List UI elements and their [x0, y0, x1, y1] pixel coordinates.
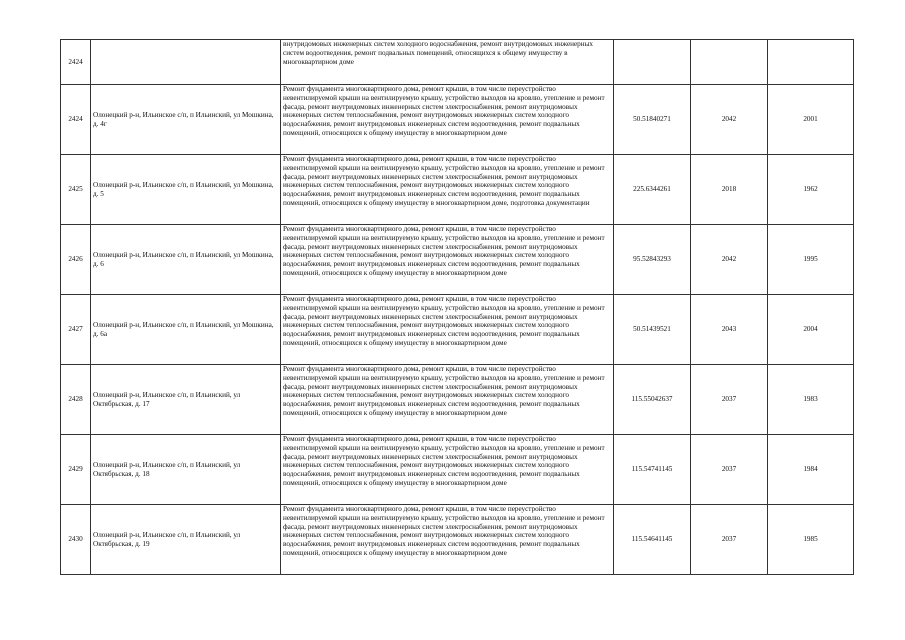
build-year-cell — [768, 40, 854, 85]
cost-cell: 50.51439521 — [614, 295, 691, 365]
address-cell: Олонецкий р-н, Ильинское с/п, п Ильинский, ул Октябрьская, д. 18 — [91, 435, 281, 505]
works-cell: Ремонт фундамента многоквартирного дома, ремонт крыши, в том числе переустройство невентилируемой крыши на вентилируемую крышу, устройство выходов на кровлю, утепление и ремонт фасада, ремонт внутридомовых инженерных систем электроснабжения, ремонт внутридомовых инженерных систем теплоснабжения, ремонт внутридомовых инженерных систем холодного водоснабжения, ремонт внутридомовых инженерных систем водоотведения, ремонт подвальных помещений, относящихся к общему имуществу в многоквартирном доме — [281, 85, 614, 155]
planned-year-cell: 2042 — [691, 85, 768, 155]
row-number: 2428 — [61, 365, 91, 435]
address-cell: Олонецкий р-н, Ильинское с/п, п Ильинский, ул Мошкина, д. 6а — [91, 295, 281, 365]
table-row — [61, 40, 854, 85]
table-row — [61, 85, 854, 155]
table-row — [61, 225, 854, 295]
build-year-cell: 1983 — [768, 365, 854, 435]
address-cell: Олонецкий р-н, Ильинское с/п, п Ильинский, ул Мошкина, д. 4г — [91, 85, 281, 155]
table-row — [61, 155, 854, 225]
build-year-cell: 2001 — [768, 85, 854, 155]
cost-cell: 50.51840271 — [614, 85, 691, 155]
build-year-cell: 1985 — [768, 505, 854, 575]
planned-year-cell: 2043 — [691, 295, 768, 365]
cost-cell: 225.6344261 — [614, 155, 691, 225]
works-cell: Ремонт фундамента многоквартирного дома, ремонт крыши, в том числе переустройство невентилируемой крыши на вентилируемую крышу, устройство выходов на кровлю, утепление и ремонт фасада, ремонт внутридомовых инженерных систем электроснабжения, ремонт внутридомовых инженерных систем теплоснабжения, ремонт внутридомовых инженерных систем холодного водоснабжения, ремонт внутридомовых инженерных систем водоотведения, ремонт подвальных помещений, относящихся к общему имуществу в многоквартирном доме — [281, 435, 614, 505]
works-cell: внутридомовых инженерных систем холодного водоснабжения, ремонт внутридомовых инженерных систем водоотведения, ремонт подвальных помещений, относящихся к общему имуществу в многоквартирном доме — [281, 40, 614, 85]
row-number: 2429 — [61, 435, 91, 505]
row-number: 2424 — [61, 40, 91, 85]
cost-cell: 115.54741145 — [614, 435, 691, 505]
build-year-cell: 1984 — [768, 435, 854, 505]
address-cell: Олонецкий р-н, Ильинское с/п, п Ильинский, ул Октябрьская, д. 19 — [91, 505, 281, 575]
cost-cell — [614, 40, 691, 85]
planned-year-cell: 2037 — [691, 505, 768, 575]
works-cell: Ремонт фундамента многоквартирного дома, ремонт крыши, в том числе переустройство невентилируемой крыши на вентилируемую крышу, устройство выходов на кровлю, утепление и ремонт фасада, ремонт внутридомовых инженерных систем электроснабжения, ремонт внутридомовых инженерных систем теплоснабжения, ремонт внутридомовых инженерных систем холодного водоснабжения, ремонт внутридомовых инженерных систем водоотведения, ремонт подвальных помещений, относящихся к общему имуществу в многоквартирном доме — [281, 295, 614, 365]
row-number: 2430 — [61, 505, 91, 575]
table-row — [61, 365, 854, 435]
table-row — [61, 295, 854, 365]
row-number: 2426 — [61, 225, 91, 295]
row-number: 2427 — [61, 295, 91, 365]
works-cell: Ремонт фундамента многоквартирного дома, ремонт крыши, в том числе переустройство невентилируемой крыши на вентилируемую крышу, устройство выходов на кровлю, утепление и ремонт фасада, ремонт внутридомовых инженерных систем электроснабжения, ремонт внутридомовых инженерных систем теплоснабжения, ремонт внутридомовых инженерных систем холодного водоснабжения, ремонт внутридомовых инженерных систем водоотведения, ремонт подвальных помещений, относящихся к общему имуществу в многоквартирном доме — [281, 505, 614, 575]
works-cell: Ремонт фундамента многоквартирного дома, ремонт крыши, в том числе переустройство невентилируемой крыши на вентилируемую крышу, устройство выходов на кровлю, утепление и ремонт фасада, ремонт внутридомовых инженерных систем электроснабжения, ремонт внутридомовых инженерных систем теплоснабжения, ремонт внутридомовых инженерных систем холодного водоснабжения, ремонт внутридомовых инженерных систем водоотведения, ремонт подвальных помещений, относящихся к общему имуществу в многоквартирном доме — [281, 225, 614, 295]
address-cell: Олонецкий р-н, Ильинское с/п, п Ильинский, ул Мошкина, д. 6 — [91, 225, 281, 295]
row-number: 2425 — [61, 155, 91, 225]
planned-year-cell — [691, 40, 768, 85]
planned-year-cell: 2037 — [691, 365, 768, 435]
address-cell — [91, 40, 281, 85]
works-cell: Ремонт фундамента многоквартирного дома, ремонт крыши, в том числе переустройство невентилируемой крыши на вентилируемую крышу, устройство выходов на кровлю, утепление и ремонт фасада, ремонт внутридомовых инженерных систем электроснабжения, ремонт внутридомовых инженерных систем теплоснабжения, ремонт внутридомовых инженерных систем холодного водоснабжения, ремонт внутридомовых инженерных систем водоотведения, ремонт подвальных помещений, относящихся к общему имуществу в многоквартирном доме, подготовка документации — [281, 155, 614, 225]
cost-cell: 115.54641145 — [614, 505, 691, 575]
capital-repair-table — [60, 39, 854, 575]
address-cell: Олонецкий р-н, Ильинское с/п, п Ильинский, ул Мошкина, д. 5 — [91, 155, 281, 225]
table-row — [61, 505, 854, 575]
cost-cell: 95.52843293 — [614, 225, 691, 295]
build-year-cell: 1962 — [768, 155, 854, 225]
table-row — [61, 435, 854, 505]
works-cell: Ремонт фундамента многоквартирного дома, ремонт крыши, в том числе переустройство невентилируемой крыши на вентилируемую крышу, устройство выходов на кровлю, утепление и ремонт фасада, ремонт внутридомовых инженерных систем электроснабжения, ремонт внутридомовых инженерных систем теплоснабжения, ремонт внутридомовых инженерных систем холодного водоснабжения, ремонт внутридомовых инженерных систем водоотведения, ремонт подвальных помещений, относящихся к общему имуществу в многоквартирном доме — [281, 365, 614, 435]
cost-cell: 115.55042637 — [614, 365, 691, 435]
address-cell: Олонецкий р-н, Ильинское с/п, п Ильинский, ул Октябрьская, д. 17 — [91, 365, 281, 435]
planned-year-cell: 2042 — [691, 225, 768, 295]
build-year-cell: 2004 — [768, 295, 854, 365]
build-year-cell: 1995 — [768, 225, 854, 295]
row-number: 2424 — [61, 85, 91, 155]
planned-year-cell: 2018 — [691, 155, 768, 225]
planned-year-cell: 2037 — [691, 435, 768, 505]
